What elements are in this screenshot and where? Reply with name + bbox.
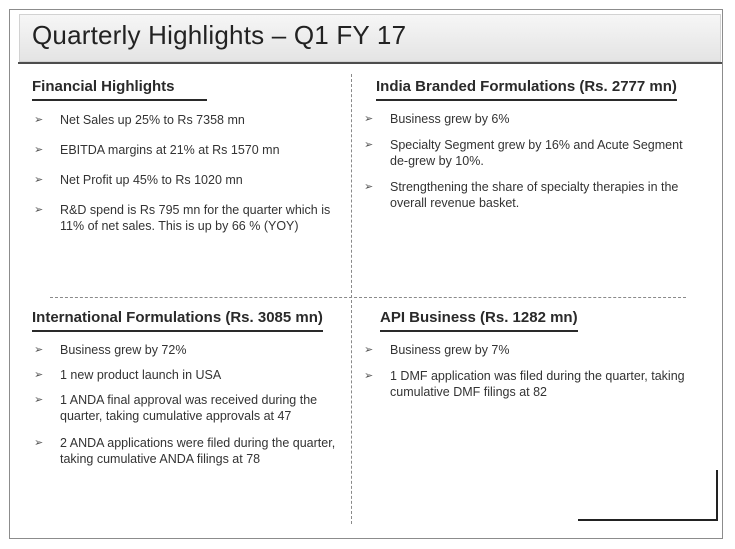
list-item (34, 367, 348, 383)
arrow-bullet-icon: ➢ (34, 174, 44, 186)
india-branded-list (364, 111, 698, 224)
list-item (364, 368, 698, 400)
arrow-bullet-icon: ➢ (364, 113, 374, 125)
list-item (34, 202, 348, 234)
list-item (364, 179, 698, 211)
list-item (364, 137, 698, 169)
corner-mark-vertical (716, 470, 718, 521)
bullet-text: Business grew by 6% (390, 112, 510, 126)
arrow-bullet-icon: ➢ (34, 144, 44, 156)
list-item (34, 392, 348, 424)
list-item (34, 172, 348, 188)
api-business-heading: API Business (Rs. 1282 mn) (380, 309, 578, 332)
list-item (34, 342, 348, 358)
bullet-text: 1 DMF application was filed during the quarter, taking cumulative DMF filings at 82 (390, 369, 685, 399)
bullet-text: Business grew by 7% (390, 343, 510, 357)
vertical-divider (351, 74, 352, 524)
bullet-text: R&D spend is Rs 795 mn for the quarter which is 11% of net sales. This is up by 66 % (YOY) (60, 203, 331, 233)
list-item (34, 112, 348, 128)
arrow-bullet-icon: ➢ (34, 437, 44, 449)
list-item (34, 435, 348, 467)
bullet-text: 1 new product launch in USA (60, 368, 222, 382)
financial-highlights-list (34, 112, 348, 247)
arrow-bullet-icon: ➢ (34, 369, 44, 381)
corner-mark-horizontal (578, 519, 718, 521)
horizontal-divider (50, 297, 686, 298)
financial-highlights-heading: Financial Highlights (32, 78, 207, 101)
arrow-bullet-icon: ➢ (364, 370, 374, 382)
bullet-text: 1 ANDA final approval was received during the quarter, taking cumulative approvals at 47 (60, 393, 318, 423)
list-item (34, 142, 348, 158)
title-rule (18, 62, 722, 64)
bullet-text: Net Sales up 25% to Rs 7358 mn (60, 113, 245, 127)
bullet-text: 2 ANDA applications were filed during the quarter, taking cumulative ANDA filings at 78 (60, 436, 336, 466)
international-formulations-list (34, 342, 348, 480)
arrow-bullet-icon: ➢ (34, 114, 44, 126)
bullet-text: Business grew by 72% (60, 343, 187, 357)
bullet-text: EBITDA margins at 21% at Rs 1570 mn (60, 143, 280, 157)
arrow-bullet-icon: ➢ (34, 344, 44, 356)
india-branded-heading: India Branded Formulations (Rs. 2777 mn) (376, 78, 677, 101)
page-title: Quarterly Highlights – Q1 FY 17 (32, 20, 407, 50)
api-business-list (364, 342, 698, 413)
bullet-text: Strengthening the share of specialty therapies in the overall revenue basket. (390, 180, 679, 210)
arrow-bullet-icon: ➢ (364, 344, 374, 356)
arrow-bullet-icon: ➢ (364, 139, 374, 151)
bullet-text: Specialty Segment grew by 16% and Acute Segment de-grew by 10%. (390, 138, 683, 168)
list-item (364, 111, 698, 127)
list-item (364, 342, 698, 358)
arrow-bullet-icon: ➢ (34, 204, 44, 216)
arrow-bullet-icon: ➢ (34, 394, 44, 406)
arrow-bullet-icon: ➢ (364, 181, 374, 193)
international-formulations-heading: International Formulations (Rs. 3085 mn) (32, 309, 323, 332)
bullet-text: Net Profit up 45% to Rs 1020 mn (60, 173, 243, 187)
